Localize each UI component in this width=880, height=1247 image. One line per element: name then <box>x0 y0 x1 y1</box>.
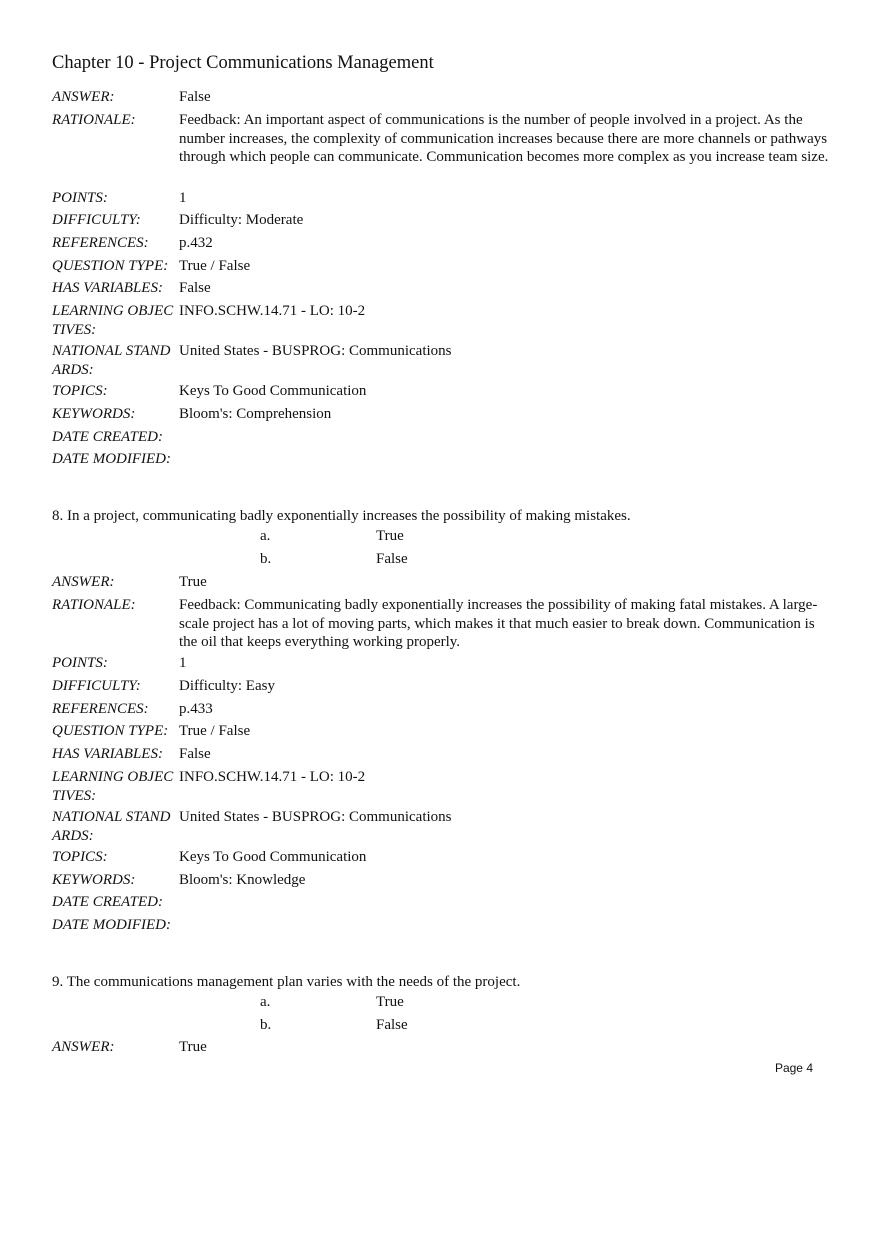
q9-choice-a-letter: a. <box>260 994 271 1010</box>
difficulty-label: DIFFICULTY: <box>52 212 141 228</box>
question-9-text: 9. The communications management plan varies with the needs of the project. <box>52 974 521 990</box>
question-type-value: True / False <box>179 723 251 739</box>
points-value: 1 <box>179 655 187 671</box>
points-label: POINTS: <box>52 190 108 206</box>
points-value: 1 <box>179 190 187 206</box>
national-standards-value: United States - BUSPROG: Communications <box>179 809 452 825</box>
topics-label: TOPICS: <box>52 383 108 399</box>
keywords-value: Bloom's: Comprehension <box>179 406 332 422</box>
topics-value: Keys To Good Communication <box>179 383 367 399</box>
rationale-value: Feedback: An important aspect of communications is the number of people involved in a project. As the number increases, the complexity of communication increases because there are more channels or pathways through which people can communicate. Communication becomes more complex as you increase team size. <box>179 112 829 165</box>
page-number: Page 4 <box>774 1061 813 1075</box>
question-type-value: True / False <box>179 258 251 274</box>
difficulty-label: DIFFICULTY: <box>52 678 141 694</box>
answer-label: ANSWER: <box>52 1039 115 1055</box>
points-label: POINTS: <box>52 655 108 671</box>
q9-choice-b-text: False <box>376 1017 408 1033</box>
references-label: REFERENCES: <box>52 701 149 717</box>
rationale-value: Feedback: Communicating badly exponentially increases the possibility of making fatal mistakes. A large-scale project has a lot of moving parts, which makes it that much easier to break down. Communication is the oil that keeps everything working properly. <box>179 597 818 650</box>
references-value: p.432 <box>179 235 213 251</box>
question-8-text: 8. In a project, communicating badly exponentially increases the possibility of making mistakes. <box>52 508 631 524</box>
learning-objectives-label: LEARNING OBJECTIVES: <box>52 769 174 804</box>
has-variables-label: HAS VARIABLES: <box>52 280 163 296</box>
references-value: p.433 <box>179 701 213 717</box>
learning-objectives-value: INFO.SCHW.14.71 - LO: 10-2 <box>179 303 366 319</box>
keywords-label: KEYWORDS: <box>52 872 136 888</box>
date-created-label: DATE CREATED: <box>52 894 163 910</box>
has-variables-value: False <box>179 280 211 296</box>
q8-choice-b-letter: b. <box>260 551 272 567</box>
date-modified-label: DATE MODIFIED: <box>52 451 171 467</box>
q8-choice-a-text: True <box>376 528 404 544</box>
answer-value: True <box>179 574 207 590</box>
question-type-label: QUESTION TYPE: <box>52 723 169 739</box>
q8-choice-a-letter: a. <box>260 528 271 544</box>
answer-value: False <box>179 89 211 105</box>
date-modified-label: DATE MODIFIED: <box>52 917 171 933</box>
references-label: REFERENCES: <box>52 235 149 251</box>
has-variables-label: HAS VARIABLES: <box>52 746 163 762</box>
difficulty-value: Difficulty: Moderate <box>179 212 304 228</box>
q8-choice-b-text: False <box>376 551 408 567</box>
learning-objectives-label: LEARNING OBJECTIVES: <box>52 303 174 338</box>
keywords-label: KEYWORDS: <box>52 406 136 422</box>
answer-label: ANSWER: <box>52 574 115 590</box>
keywords-value: Bloom's: Knowledge <box>179 872 306 888</box>
national-standards-label: NATIONAL STANDARDS: <box>52 809 171 844</box>
learning-objectives-value: INFO.SCHW.14.71 - LO: 10-2 <box>179 769 366 785</box>
answer-value: True <box>179 1039 207 1055</box>
q9-choice-b-letter: b. <box>260 1017 272 1033</box>
difficulty-value: Difficulty: Easy <box>179 678 275 694</box>
q9-choice-a-text: True <box>376 994 404 1010</box>
date-created-label: DATE CREATED: <box>52 429 163 445</box>
rationale-label: RATIONALE: <box>52 112 136 128</box>
national-standards-value: United States - BUSPROG: Communications <box>179 343 452 359</box>
rationale-label: RATIONALE: <box>52 597 136 613</box>
has-variables-value: False <box>179 746 211 762</box>
answer-label: ANSWER: <box>52 89 115 105</box>
question-type-label: QUESTION TYPE: <box>52 258 169 274</box>
page-title: Chapter 10 - Project Communications Management <box>52 53 434 73</box>
national-standards-label: NATIONAL STANDARDS: <box>52 343 171 378</box>
topics-label: TOPICS: <box>52 849 108 865</box>
topics-value: Keys To Good Communication <box>179 849 367 865</box>
